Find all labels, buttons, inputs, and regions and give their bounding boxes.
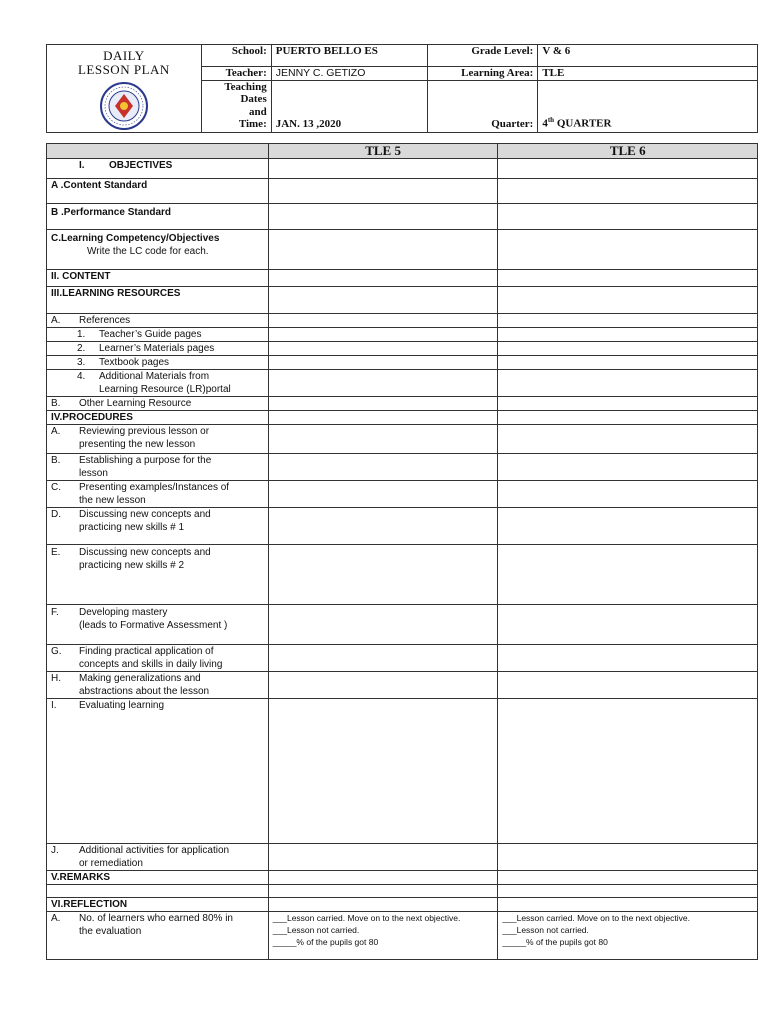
row-objectives [47,159,269,179]
cell-tle6 [498,454,758,481]
cell-tle6 [498,545,758,605]
cell-tle5 [268,898,498,912]
col-header-tle5: TLE 5 [268,144,498,159]
area-value: TLE [538,67,758,81]
proc-g-num: G. [51,646,62,657]
row-performance-standard: B .Performance Standard [47,204,269,230]
proc-f-text [79,606,227,632]
ref4-num: 4. [77,371,86,382]
cell-tle5 [268,328,498,342]
proc-g-text [79,645,222,671]
proc-a-num: A. [51,426,61,437]
quarter-label [428,80,538,132]
proc-e-text [79,546,211,572]
grade-value: V & 6 [538,45,758,67]
objectives-label: OBJECTIVES [109,160,173,171]
cell-tle6 [498,397,758,411]
proc-d-num: D. [51,509,61,520]
cell-tle6 [498,898,758,912]
cell-tle5 [268,342,498,356]
row-reflection: VI.REFLECTION [47,898,269,912]
dates-label-3: and [248,105,267,118]
proc-b-text [79,454,211,480]
proc-h-line1: Making generalizations and [79,673,201,684]
proc-h-line2: abstractions about the lesson [79,686,210,697]
tle5-reflection-line2: ___Lesson not carried. [272,925,360,935]
ref4-line2: Learning Resource (LR)portal [99,384,231,395]
cell-tle6 [498,328,758,342]
row-other-resource [47,397,269,411]
cell-tle6 [498,342,758,356]
proc-e-line1: Discussing new concepts and [79,547,211,558]
other-num: B. [51,398,61,409]
references-label: References [79,315,131,326]
proc-a-text [79,425,209,451]
cell-tle6 [498,699,758,844]
cell-tle6 [498,314,758,328]
other-label: Other Learning Resource [79,398,192,409]
teacher-value: JENNY C. GETIZO [271,67,428,81]
proc-i-num: I. [51,700,57,711]
row-ref-learners-materials [47,342,269,356]
row-competency [47,230,269,270]
quarter-value [538,80,758,132]
cell-tle6 [498,159,758,179]
refl-a-text [79,912,233,938]
tle6-reflection-line1: ___Lesson carried. Move on to the next objective. [502,913,691,923]
cell-tle5 [268,605,498,645]
cell-tle6 [498,672,758,699]
cell-tle5 [268,508,498,545]
competency-label: C.Learning Competency/Objectives [51,233,220,244]
row-proc-i [47,699,269,844]
row-content: II. CONTENT [47,270,269,287]
objectives-num: I. [79,160,85,171]
cell-tle6 [498,508,758,545]
proc-j-line2: or remediation [79,858,143,869]
cell-tle5 [268,370,498,397]
proc-d-line2: practicing new skills # 1 [79,522,185,533]
ref3-label: Textbook pages [99,357,170,368]
proc-h-text [79,672,209,698]
cell-tle5 [268,425,498,454]
row-references [47,314,269,328]
tle6-reflection-line2: ___Lesson not carried. [502,925,589,935]
ref4-text [99,370,231,396]
cell-tle6 [498,481,758,508]
proc-d-text [79,508,211,534]
dates-label-2: Dates [240,93,267,105]
ref1-num: 1. [77,329,86,340]
proc-e-num: E. [51,547,61,558]
row-ref-teachers-guide [47,328,269,342]
quarter-word: QUARTER [554,118,612,130]
area-label: Learning Area: [428,67,538,81]
col-header-tle6: TLE 6 [498,144,758,159]
competency-note: Write the LC code for each. [87,246,209,257]
proc-e-line2: practicing new skills # 2 [79,560,185,571]
proc-c-line2: the new lesson [79,495,146,506]
proc-j-num: J. [51,845,59,856]
cell-tle5 [268,545,498,605]
row-proc-d [47,508,269,545]
row-ref-textbook [47,356,269,370]
cell-tle6 [498,287,758,314]
lesson-plan-table [46,143,758,960]
cell-tle6 [498,179,758,204]
cell-tle5 [268,314,498,328]
tle5-reflection-line3: _____% of the pupils got 80 [272,937,379,947]
cell-tle6 [498,204,758,230]
dates-label-cell [201,80,271,132]
cell-tle5 [268,645,498,672]
cell-tle5 [268,204,498,230]
proc-b-num: B. [51,455,61,466]
cell-tle5 [268,159,498,179]
proc-i-line1: Evaluating learning [79,700,165,711]
proc-g-line2: concepts and skills in daily living [79,659,223,670]
deped-seal-icon [99,81,149,131]
teacher-label: Teacher: [201,67,271,81]
cell-tle5 [268,844,498,871]
proc-c-num: C. [51,482,61,493]
school-label: School: [201,45,271,67]
proc-f-line2: (leads to Formative Assessment ) [79,620,228,631]
cell-tle6 [498,871,758,885]
refl-a-line2: the evaluation [79,926,142,937]
reflection-tle6-cell [498,912,758,960]
quarter-label-text: Quarter: [491,118,534,130]
row-procedures: IV.PROCEDURES [47,411,269,425]
row-proc-g [47,645,269,672]
row-proc-b [47,454,269,481]
proc-b-line2: lesson [79,468,108,479]
doc-title-line1: DAILY [103,48,145,63]
proc-a-line1: Reviewing previous lesson or [79,426,210,437]
cell-tle5 [268,397,498,411]
cell-tle5 [268,481,498,508]
ref2-num: 2. [77,343,86,354]
quarter-sup: th [547,116,555,125]
dates-label-4: Time: [238,118,267,130]
quarter-num: 4 [542,118,548,130]
cell-tle6 [498,230,758,270]
cell-tle6 [498,411,758,425]
ref4-line1: Additional Materials from [99,371,210,382]
proc-g-line1: Finding practical application of [79,646,214,657]
row-learning-resources: III.LEARNING RESOURCES [47,287,269,314]
proc-c-line1: Presenting examples/Instances of [79,482,230,493]
dates-value-text: JAN. 13 ,2020 [275,118,342,130]
reflection-tle5-cell [268,912,498,960]
dates-value [271,80,428,132]
proc-c-text [79,481,229,507]
proc-j-line1: Additional activities for application [79,845,230,856]
row-proc-f [47,605,269,645]
tle6-reflection-line3: _____% of the pupils got 80 [502,937,608,947]
ref2-label: Learner’s Materials pages [99,343,215,354]
cell-tle6 [498,885,758,898]
proc-f-line1: Developing mastery [79,607,168,618]
row-proc-j [47,844,269,871]
row-ref-additional [47,370,269,397]
school-value: PUERTO BELLO ES [271,45,428,67]
grade-label: Grade Level: [428,45,538,67]
row-content-standard: A .Content Standard [47,179,269,204]
cell-tle5 [268,672,498,699]
cell-tle5 [268,411,498,425]
ref3-num: 3. [77,357,86,368]
cell-tle6 [498,425,758,454]
refl-a-num: A. [51,913,61,924]
proc-f-num: F. [51,607,59,618]
cell-tle5 [268,871,498,885]
cell-tle5 [268,287,498,314]
cell-tle5 [268,356,498,370]
cell-tle6 [498,844,758,871]
row-proc-h [47,672,269,699]
row-remarks-blank [47,885,269,898]
header-table [46,44,758,133]
references-num: A. [51,315,61,326]
cell-tle5 [268,270,498,287]
cell-tle5 [268,885,498,898]
cell-tle6 [498,645,758,672]
cell-tle5 [268,230,498,270]
cell-tle5 [268,179,498,204]
proc-a-line2: presenting the new lesson [79,439,196,450]
proc-j-text [79,844,229,870]
doc-title-line2: LESSON PLAN [77,62,170,77]
dates-label-1: Teaching [224,80,267,93]
cell-tle6 [498,605,758,645]
blank-header-cell [47,144,269,159]
cell-tle6 [498,270,758,287]
title-logo-cell [47,45,202,133]
ref1-label: Teacher’s Guide pages [99,329,202,340]
row-remarks: V.REMARKS [47,871,269,885]
row-proc-a [47,425,269,454]
proc-d-line1: Discussing new concepts and [79,509,211,520]
row-proc-c [47,481,269,508]
cell-tle5 [268,454,498,481]
proc-b-line1: Establishing a purpose for the [79,455,212,466]
cell-tle5 [268,699,498,844]
tle5-reflection-line1: ___Lesson carried. Move on to the next objective. [272,913,461,923]
cell-tle6 [498,356,758,370]
proc-h-num: H. [51,673,61,684]
cell-tle6 [498,370,758,397]
row-reflection-a [47,912,269,960]
refl-a-line1: No. of learners who earned 80% in [79,913,233,924]
row-proc-e [47,545,269,605]
